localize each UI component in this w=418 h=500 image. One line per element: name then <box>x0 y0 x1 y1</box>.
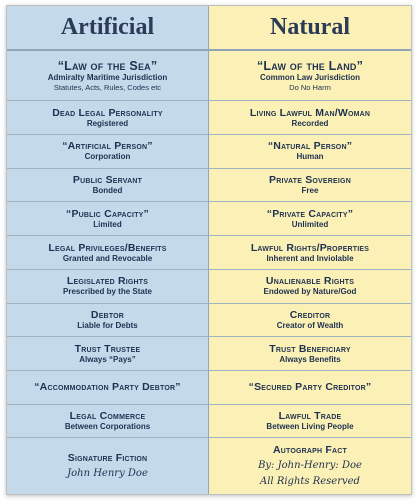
table-cell <box>7 101 208 135</box>
table-cell <box>7 438 208 494</box>
cell-main: Private Sovereign <box>269 174 351 187</box>
table-cell <box>7 304 208 338</box>
table-cell <box>209 51 411 101</box>
cell-sub: Prescribed by the State <box>63 287 152 297</box>
table-cell <box>209 405 411 439</box>
cell-sub: Registered <box>86 118 129 128</box>
table-cell <box>209 304 411 338</box>
table-cell <box>209 169 411 203</box>
cell-sub: Bonded <box>92 186 123 196</box>
table-cell <box>7 405 208 439</box>
natural-column <box>209 6 411 494</box>
table-cell <box>7 371 208 405</box>
cell-main: Living Lawful Man/Woman <box>249 106 371 119</box>
cell-sub: Limited <box>93 219 122 229</box>
cell-sub: Endowed by Nature/God <box>263 287 357 297</box>
cell-main: Debtor <box>90 309 125 322</box>
artificial-header: Artificial <box>7 6 208 51</box>
table-cell <box>7 202 208 236</box>
natural-rows <box>209 51 411 494</box>
table-cell <box>7 169 208 203</box>
cell-sub: Human <box>296 152 324 162</box>
cell-main: “Natural Person” <box>267 140 353 153</box>
cell-main: Signature Fiction <box>67 452 148 465</box>
cell-sub: Common Law Jurisdiction <box>259 73 360 83</box>
cell-sub: Corporation <box>84 152 131 162</box>
cell-main: Legal Privileges/Benefits <box>48 241 167 254</box>
cell-main: Legislated Rights <box>66 275 149 288</box>
artificial-column <box>7 6 209 494</box>
comparison-table <box>6 5 412 495</box>
cell-sub: Free <box>301 186 319 196</box>
table-cell <box>209 202 411 236</box>
cell-main: Trust Trustee <box>74 342 141 355</box>
cell-main: “Public Capacity” <box>66 207 149 220</box>
cell-sub: Granted and Revocable <box>62 253 153 263</box>
cell-main: Dead Legal Personality <box>52 106 163 119</box>
cell-main: Creditor <box>289 309 331 322</box>
table-cell <box>209 337 411 371</box>
cell-sub: Always “Pays” <box>79 354 136 364</box>
cell-main: “Secured Party Creditor” <box>248 381 372 394</box>
cell-sub2: Statutes, Acts, Rules, Codes etc <box>53 83 162 93</box>
table-cell <box>7 270 208 304</box>
cell-main: Legal Commerce <box>69 410 146 423</box>
table-cell <box>209 371 411 405</box>
cell-sub: Between Living People <box>266 422 354 432</box>
table-cell <box>7 51 208 101</box>
cell-main: Lawful Trade <box>278 410 342 423</box>
cell-main: Lawful Rights/Properties <box>250 241 370 254</box>
artificial-rows <box>7 51 208 494</box>
cell-main: “Accommodation Party Debtor” <box>34 381 181 394</box>
table-cell <box>7 135 208 169</box>
cell-main: Autograph Fact <box>272 444 348 457</box>
cell-sub: Creator of Wealth <box>276 321 344 331</box>
cell-sub: Liable for Debts <box>77 321 138 331</box>
natural-header: Natural <box>209 6 411 51</box>
cell-sub: Inherent and Inviolable <box>266 253 354 263</box>
cell-main: Public Servant <box>72 174 143 187</box>
table-cell <box>209 438 411 494</box>
cell-sub2: Do No Harm <box>289 83 331 93</box>
cell-sub: Recorded <box>291 118 329 128</box>
table-cell <box>209 270 411 304</box>
cell-sub: Unlimited <box>291 219 329 229</box>
table-cell <box>7 236 208 270</box>
cell-script: John Henry Doe <box>67 468 148 480</box>
cell-main: “Artificial Person” <box>62 140 153 153</box>
table-cell <box>209 135 411 169</box>
cell-main: Unalienable Rights <box>265 275 355 288</box>
cell-script: By: John-Henry: Doe <box>258 460 362 472</box>
cell-main: “Law of the Land” <box>256 59 364 74</box>
cell-sub: Admiralty Maritime Jurisdiction <box>47 73 168 83</box>
cell-sub: Between Corporations <box>64 422 151 432</box>
cell-script2: All Rights Reserved <box>260 476 360 488</box>
cell-main: “Private Capacity” <box>266 207 354 220</box>
table-cell <box>7 337 208 371</box>
cell-sub: Always Benefits <box>279 354 341 364</box>
table-cell <box>209 101 411 135</box>
cell-main: Trust Beneficiary <box>269 342 351 355</box>
cell-main: “Law of the Sea” <box>57 59 158 74</box>
table-cell <box>209 236 411 270</box>
